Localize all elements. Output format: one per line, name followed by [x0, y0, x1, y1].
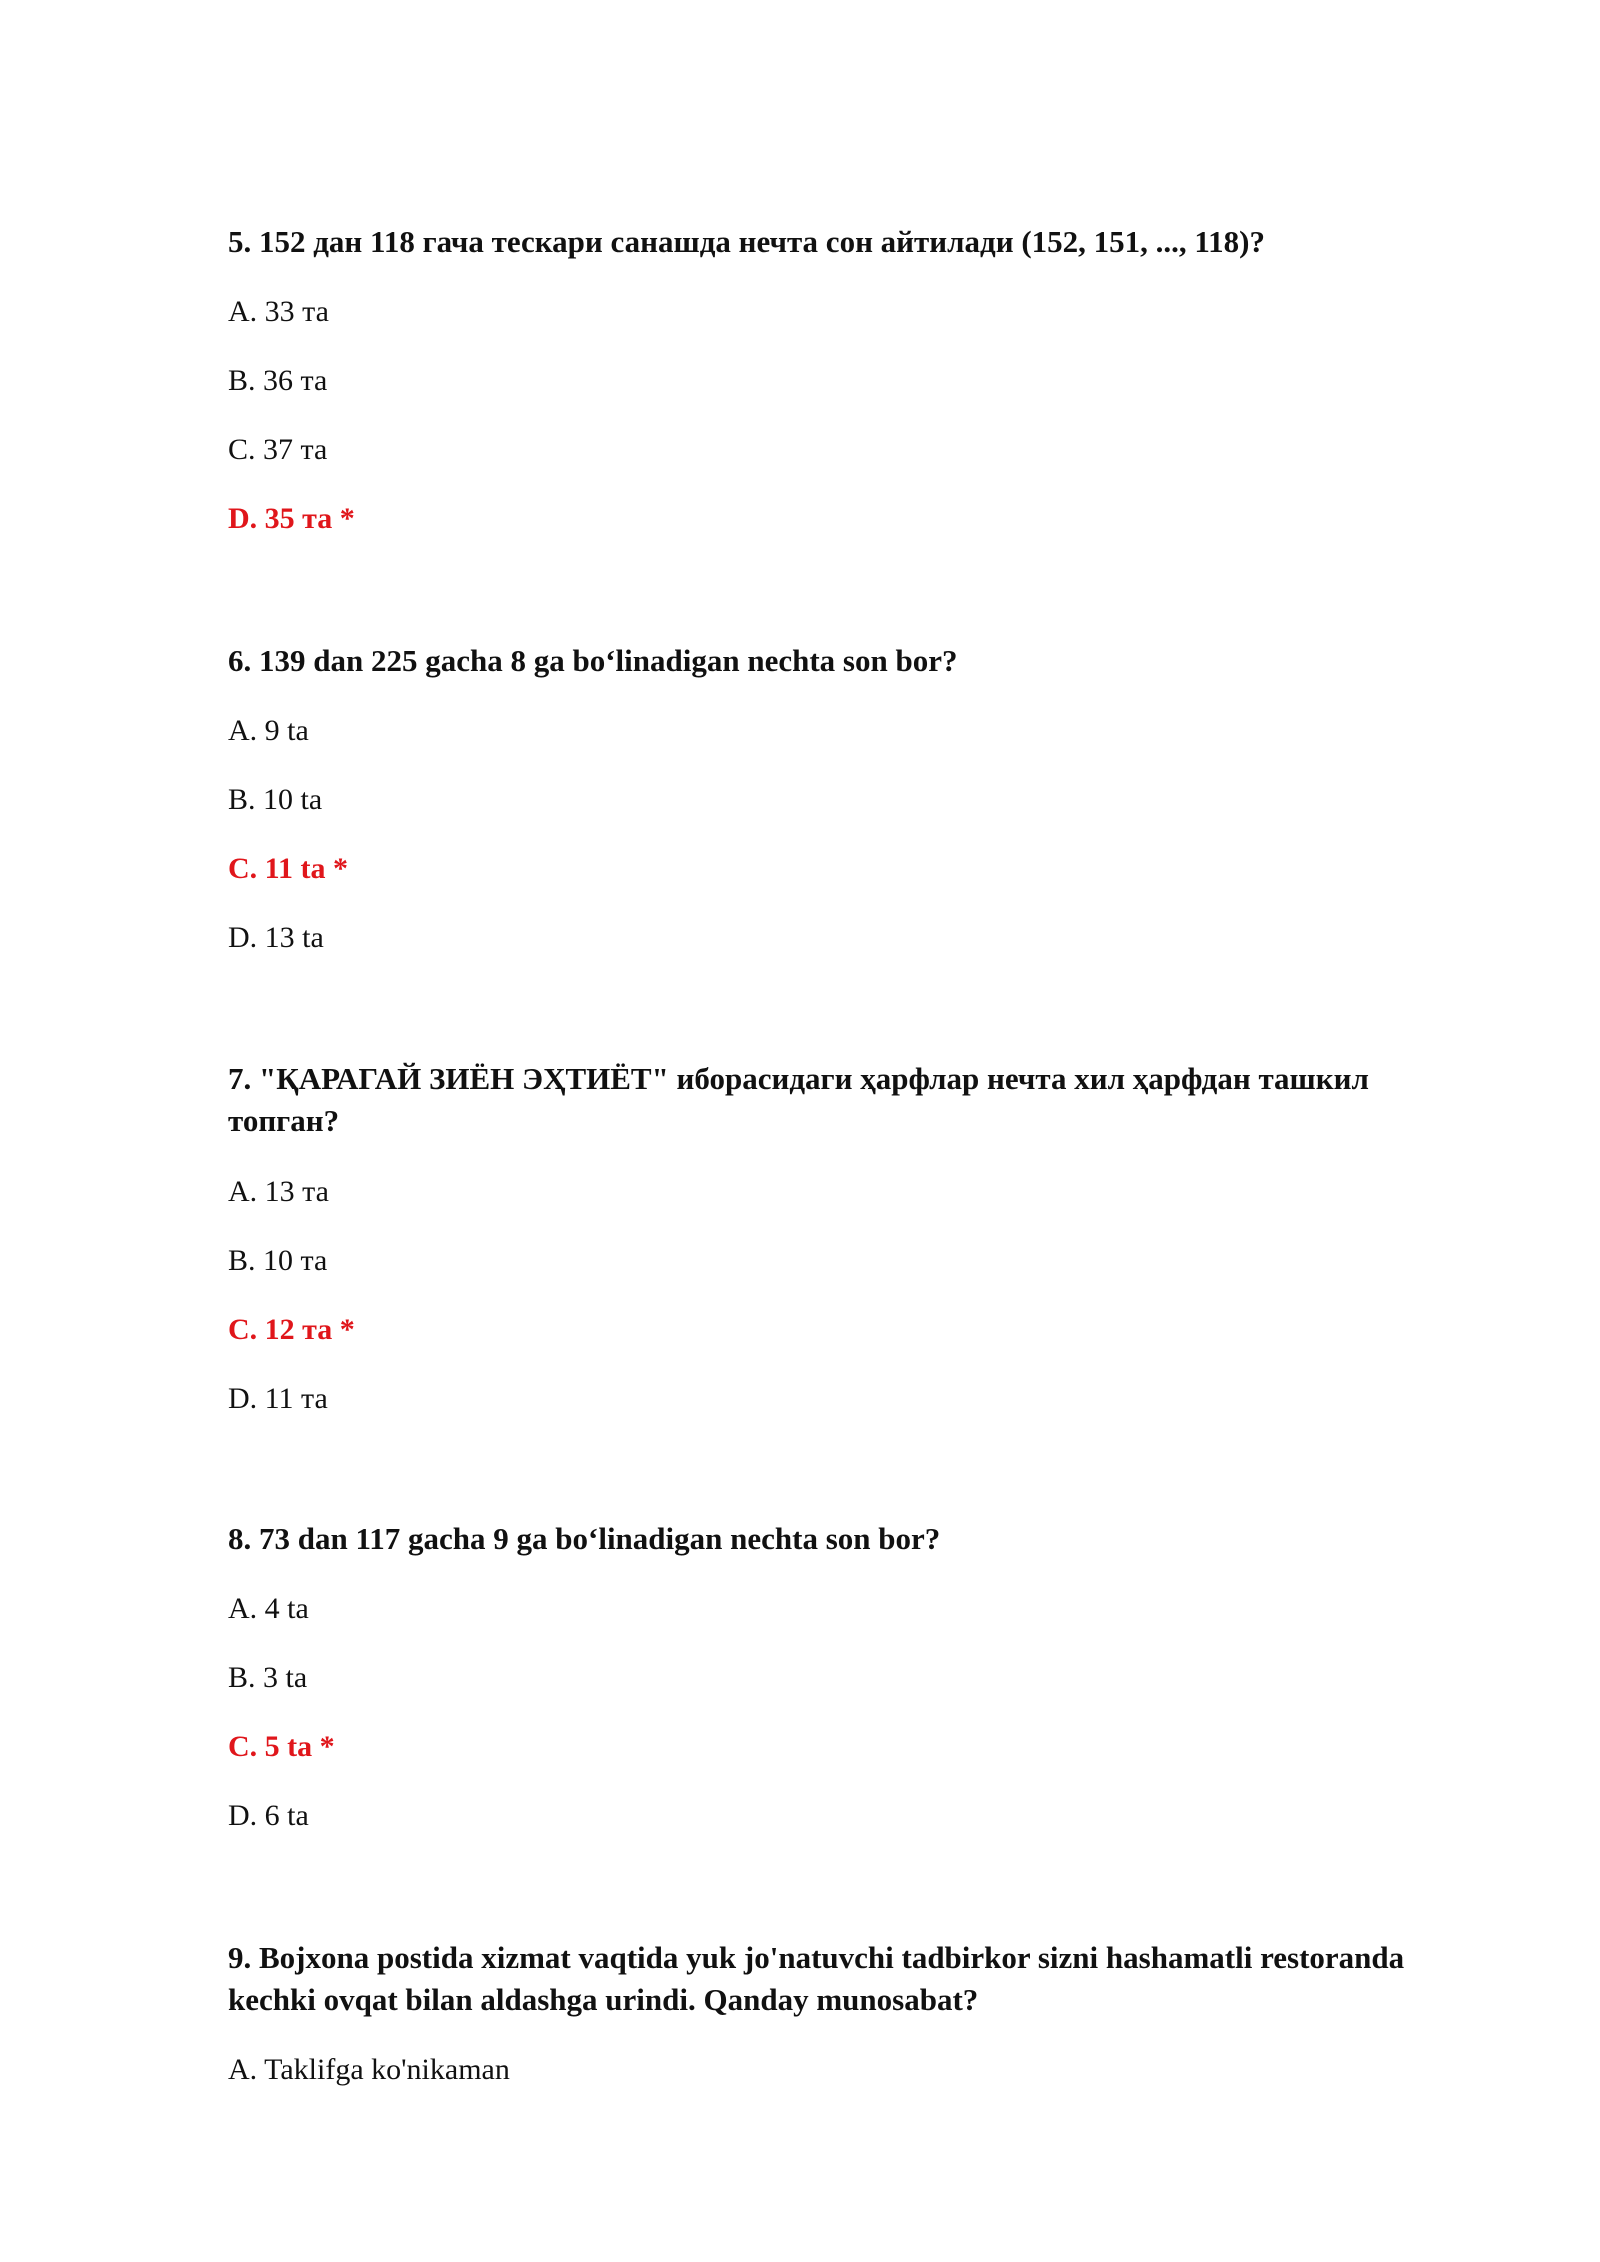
option-b: B. 10 ta — [228, 783, 323, 816]
option-b: B. 3 ta — [228, 1661, 308, 1694]
question-9 — [228, 1937, 1468, 2090]
question-text: 7. "ҚАРАГАЙ ЗИЁН ЭҲТИЁТ" иборасидаги ҳарфлар нечта хил ҳарфдан ташкил топган? — [228, 1061, 1369, 1138]
option-c: C. 37 та — [228, 433, 328, 466]
option-d: D. 6 ta — [228, 1799, 309, 1832]
option-c-correct: C. 11 ta * — [228, 852, 348, 885]
question-text: 6. 139 dan 225 gacha 8 ga bo‘linadigan nechta son bor? — [228, 643, 958, 678]
question-5 — [228, 221, 1468, 539]
question-text: 9. Bojxona postida xizmat vaqtida yuk jo'natuvchi tadbirkor sizni hashamatli restoranda kechki ovqat bilan aldashga urindi. Qanday munosabat? — [228, 1940, 1405, 2017]
question-text: 5. 152 дан 118 гача тескари санашда нечта сон айтилади (152, 151, ..., 118)? — [228, 224, 1266, 259]
option-a: A. 33 та — [228, 295, 329, 328]
option-d: D. 13 ta — [228, 921, 324, 954]
option-a: A. 9 ta — [228, 714, 309, 747]
answer-options — [228, 711, 1468, 958]
answer-options — [228, 2050, 1468, 2090]
question-8 — [228, 1518, 1468, 1836]
option-c-correct: C. 5 ta * — [228, 1730, 335, 1763]
answer-options — [228, 1172, 1468, 1419]
option-c-correct: C. 12 та * — [228, 1313, 355, 1346]
option-d-correct: D. 35 та * — [228, 502, 355, 535]
answer-options — [228, 292, 1468, 539]
question-text: 8. 73 dan 117 gacha 9 ga bo‘linadigan nechta son bor? — [228, 1521, 941, 1556]
question-6 — [228, 640, 1468, 958]
option-d: D. 11 та — [228, 1382, 328, 1415]
answer-options — [228, 1589, 1468, 1836]
option-a: A. 13 та — [228, 1175, 329, 1208]
option-b: B. 36 та — [228, 364, 328, 397]
option-a: A. 4 ta — [228, 1592, 309, 1625]
option-b: B. 10 та — [228, 1244, 328, 1277]
question-7 — [228, 1058, 1468, 1419]
option-a: A. Taklifga ko'nikaman — [228, 2053, 510, 2086]
